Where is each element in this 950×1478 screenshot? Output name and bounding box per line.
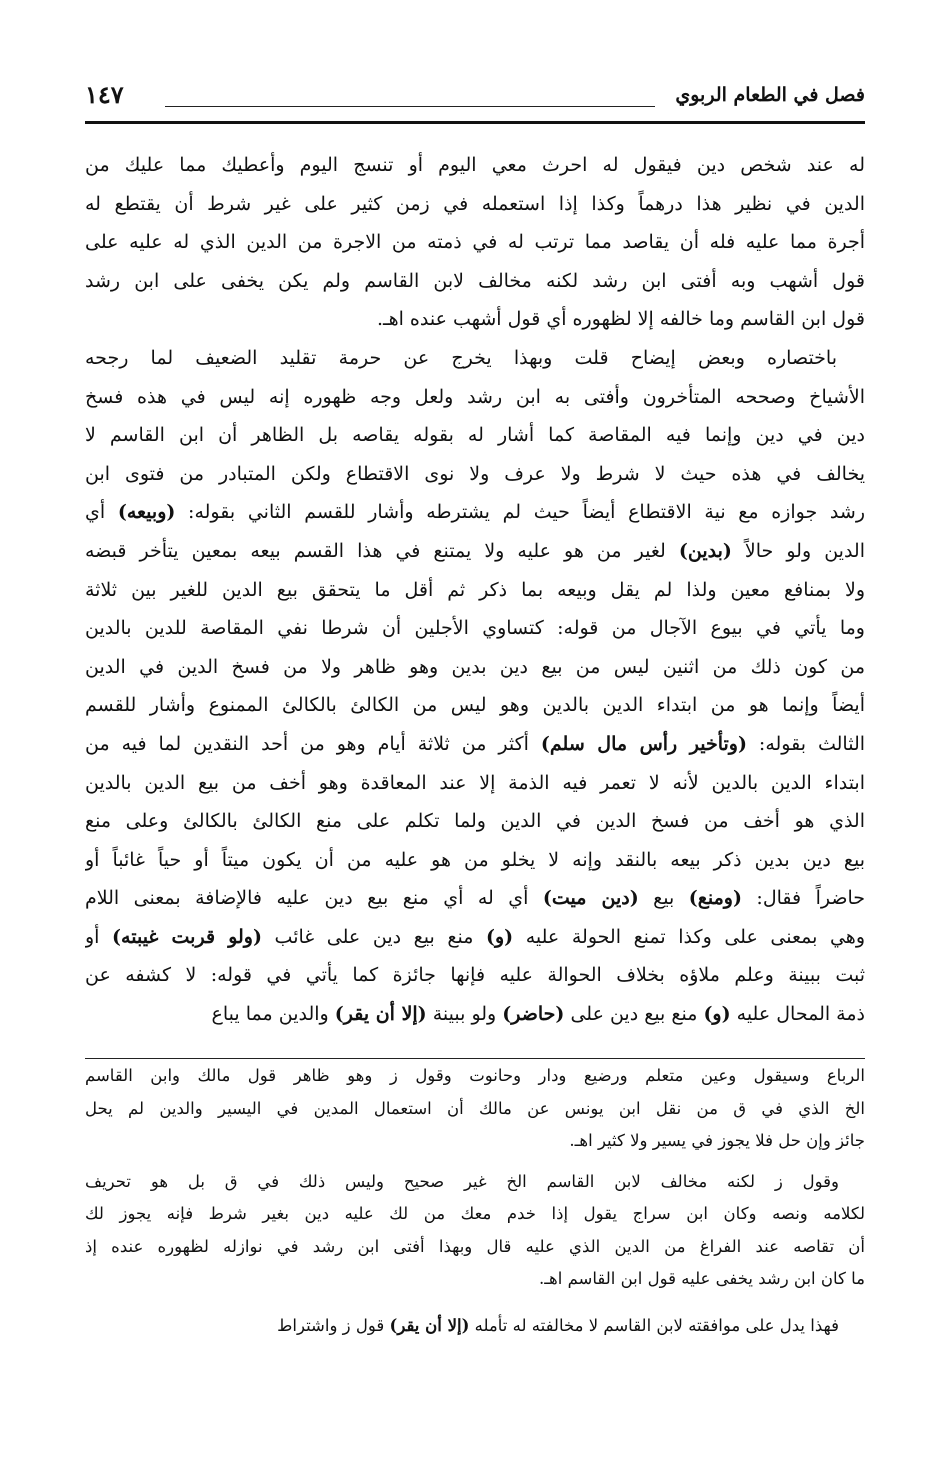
text-line: الذي هو أخف من فسخ الدين في الدين ولما تكلم على منع الكالئ بالكالئ وعلى منع: [85, 810, 865, 833]
footnote-line: الرباع وسيقول وعين متعلم ورضيع ودار وحانوت وقول ز وهو ظاهر قول مالك وابن القاسم: [85, 1066, 865, 1085]
text-line: قول ابن القاسم وما خالفه إلا لظهوره أي قول أشهب عنده اهـ.: [376, 308, 865, 331]
text-line: ابتداء الدين بالدين لأنه لا تعمر فيه الذمة إلا عند المعاقدة وهو أخف من بيع الدين بالدين: [85, 771, 865, 794]
footnotes: [85, 1060, 865, 1342]
text-line: ثبت ببينة وعلم ملاؤه بخلاف الحوالة عليه فإنها جائزة كما يأتي في قوله: لا كشفه عن: [85, 964, 865, 987]
page-number: ١٤٧: [85, 80, 124, 109]
header-rule: [85, 121, 865, 124]
footnote-line: ما كان ابن رشد يخفى عليه قول ابن القاسم اهـ.: [538, 1269, 865, 1288]
header-line: [165, 106, 655, 107]
text-line: يخالف في هذه حيث لا شرط ولا عرف ولا نوى الاقتطاع ولكن المتبادر من فتوى ابن: [85, 462, 865, 485]
main-text: [85, 146, 865, 1034]
footnote-line: أن تقاصه عند الفراغ من الدين الذي عليه قال وبهذا أفتى ابن رشد في نوازله لظهوره عنده إذ: [85, 1236, 865, 1256]
text-line: ولا بمنافع معين ولذا لم يقل وبيعه بما ذكر ثم أقل ما يتحقق بيع الدين للغير بين ثلاثة: [85, 578, 865, 601]
text-line: الأشياخ وصححه المتأخرون وأفتى به ابن رشد ولعل وجه ظهوره إنه ليس في هذه فسخ: [85, 385, 865, 408]
text-line: وهي بمعنى على وكذا تمنع الحولة عليه (و) منع بيع دين على غائب (ولو قربت غيبته) أو: [85, 925, 865, 948]
text-line: ذمة المحال عليه (و) منع بيع دين على (حاضر) ولو ببينة (إلا أن يقر) والدين مما يباع: [211, 1003, 865, 1026]
text-line: له عند شخص دين فيقول له احرث معي اليوم أو تنسج اليوم وأعطيك مما عليك من: [85, 154, 865, 176]
text-line: الثالث بقوله: (وتأخير رأس مال سلم) أكثر من ثلاثة أيام وهو من أحد النقدين لما فيه من: [85, 732, 865, 755]
running-header: [85, 80, 865, 114]
text-line: الدين في نظير هذا درهماً وكذا إذا استعمله في زمن كثير على غير شرط أن يقتطع له: [85, 192, 865, 215]
text-line: أيضاً وإنما هو من ابتداء الدين بالدين وهو ليس من الكالئ بالكالئ الممنوع وأشار للقسم: [85, 694, 865, 717]
footnote-line: لكلامه ونصه وكان ابن سراج يقول إذا خدم معك من لك عليه دين بغير شرط فإنه يجوز لك: [85, 1204, 865, 1223]
text-line: حاضراً فقال: (ومنع) بيع (دين ميت) أي له أي منع بيع دين عليه فالإضافة بمعنى اللام: [85, 887, 865, 910]
footnote-line: الخ الذي في ق من نقل ابن يونس عن مالك أن استعمال المدين في اليسير والدين لم يحل: [85, 1098, 865, 1118]
text-line: قول أشهب وبه أفتى ابن رشد لكنه مخالف لابن القاسم ولم يكن يخفى على ابن رشد: [85, 269, 865, 292]
footnote-line: جائز وإن حل فلا يجوز في يسير ولا كثير اهـ.: [569, 1131, 865, 1150]
footnote-line: فهذا يدل على موافقته لابن القاسم لا مخالفته له تأمله (إلا أن يقر) قول ز واشتراط: [277, 1315, 839, 1335]
text-line: رشد جوازه مع نية الاقتطاع أيضاً حيث لم يشترطه وأشار للقسم الثاني بقوله: (وبيعه) أي: [85, 501, 865, 524]
footnote-separator: [85, 1058, 865, 1059]
text-line: الدين ولو حالاً (بدين) لغير من هو عليه ولا يمتنع في هذا القسم بيعه بمعين يتأخر قبضه: [85, 539, 865, 562]
text-line: وما يأتي في بيوع الآجال من قوله: كتساوي الأجلين أن شرطا نفي المقاصة للدين بالدين: [85, 617, 865, 640]
text-line: باختصاره وبعض إيضاح قلت وبهذا يخرج عن حرمة تقليد الضعيف لما رجحه: [85, 346, 837, 369]
chapter-title: فصل في الطعام الربوي: [675, 84, 865, 106]
text-line: بيع دين بدين ذكر بيعه بالنقد وإنه لا يخلو من هو عليه من أن يكون ميتاً أو حياً غائباً أو: [85, 848, 865, 871]
footnote-line: وقول ز لكنه مخالف لابن القاسم الخ غير صحيح وليس ذلك في ق بل هو تحريف: [85, 1171, 839, 1191]
text-line: من كون ذلك من اثنين ليس من بيع دين بدين وهو ظاهر ولا من فسخ الدين في الدين: [85, 655, 865, 678]
text-line: أجرة مما عليه فله أن يقاصد مما ترتب له في ذمته من الاجرة من الدين الذي له عليه على: [85, 231, 865, 254]
text-line: دين في دين وإنما فيه المقاصة كما أشار له بقوله يقاصه بل الظاهر أن ابن القاسم لا: [85, 424, 865, 447]
